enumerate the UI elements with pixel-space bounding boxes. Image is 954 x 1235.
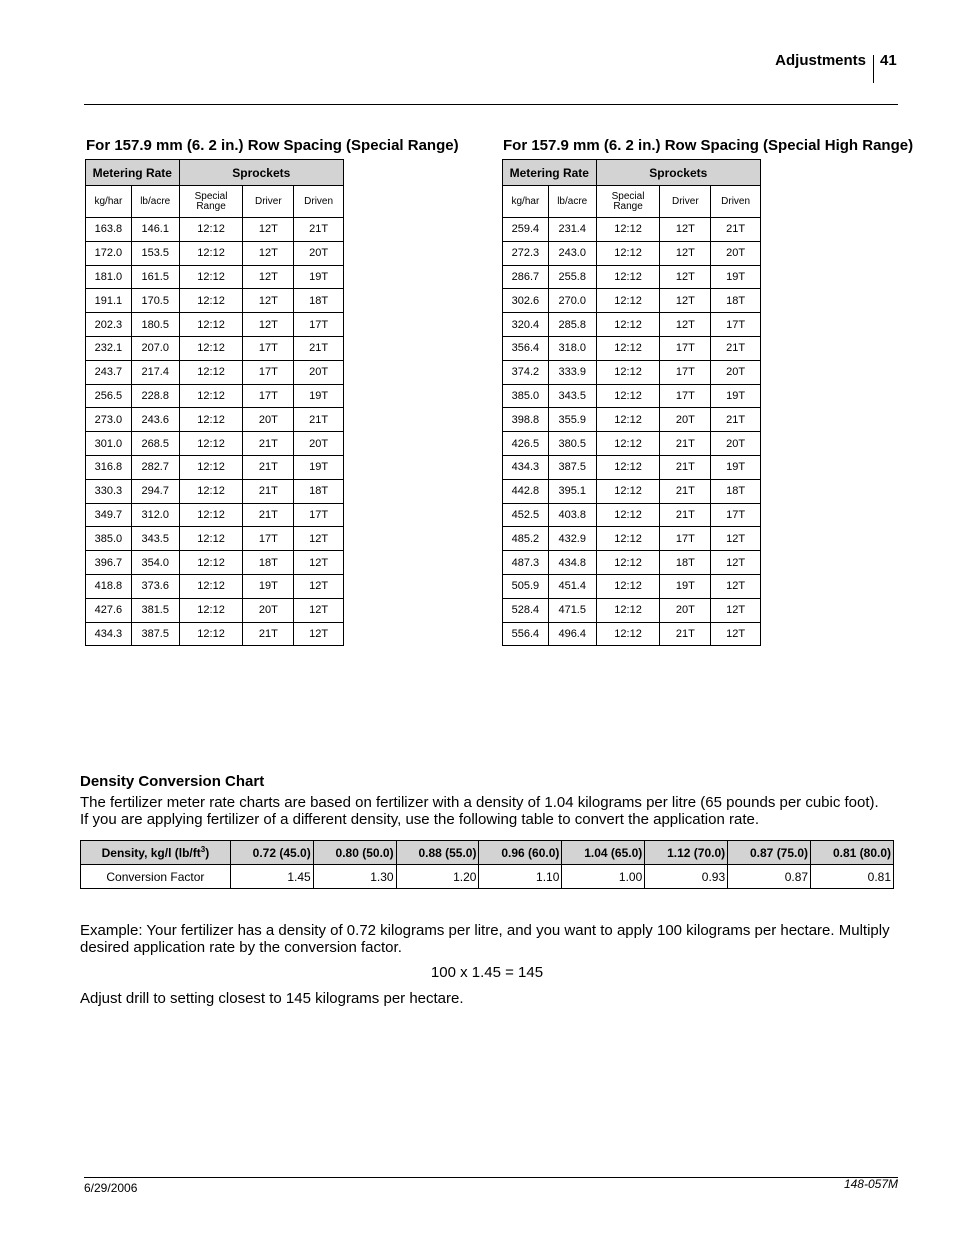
- driver-cell: 21T: [243, 503, 294, 527]
- driven-column-header: Driven: [294, 186, 344, 218]
- density-value-header: 0.88 (55.0): [396, 841, 479, 865]
- driver-cell: 21T: [660, 455, 711, 479]
- driven-cell: 20T: [294, 360, 344, 384]
- table-row: [86, 455, 344, 479]
- conversion-factor-value: 1.10: [479, 865, 562, 889]
- driven-cell: 17T: [294, 313, 344, 337]
- kg-ha-cell: 163.8: [86, 218, 132, 242]
- kg-ha-cell: 349.7: [86, 503, 132, 527]
- metering-rate-header: Metering Rate: [503, 160, 597, 186]
- lb-acre-cell: 318.0: [548, 336, 596, 360]
- kg-ha-column-header: kg/har: [503, 186, 549, 218]
- driven-cell: 19T: [294, 384, 344, 408]
- kg-ha-cell: 320.4: [503, 313, 549, 337]
- table-row: [86, 384, 344, 408]
- kg-ha-cell: 301.0: [86, 432, 132, 456]
- driven-cell: 12T: [711, 574, 761, 598]
- footer-doc-number: 148-057M: [843, 1177, 898, 1191]
- driver-column-header: Driver: [243, 186, 294, 218]
- kg-ha-cell: 181.0: [86, 265, 132, 289]
- driver-cell: 12T: [660, 241, 711, 265]
- special-range-cell: 12:12: [179, 408, 243, 432]
- driver-cell: 18T: [243, 551, 294, 575]
- density-intro-paragraph: [80, 794, 900, 828]
- table-row: [86, 503, 344, 527]
- table-row: [503, 622, 761, 646]
- driver-cell: 12T: [243, 241, 294, 265]
- driven-cell: 19T: [294, 265, 344, 289]
- table-row: [86, 360, 344, 384]
- special-range-cell: 12:12: [596, 551, 660, 575]
- special-range-cell: 12:12: [179, 527, 243, 551]
- table-row: [503, 313, 761, 337]
- kg-ha-cell: 396.7: [86, 551, 132, 575]
- footer-rule: [84, 1177, 898, 1178]
- special-range-cell: 12:12: [596, 289, 660, 313]
- special-range-cell: 12:12: [596, 432, 660, 456]
- special-range-cell: 12:12: [179, 241, 243, 265]
- lb-acre-cell: 294.7: [131, 479, 179, 503]
- kg-ha-cell: 442.8: [503, 479, 549, 503]
- table-row: [503, 479, 761, 503]
- driver-cell: 17T: [660, 384, 711, 408]
- table-row: [503, 574, 761, 598]
- special-range-cell: 12:12: [596, 265, 660, 289]
- conversion-factor-value: 1.20: [396, 865, 479, 889]
- kg-ha-cell: 485.2: [503, 527, 549, 551]
- driver-cell: 12T: [243, 265, 294, 289]
- table-row: [86, 574, 344, 598]
- driver-cell: 17T: [243, 384, 294, 408]
- table-row: [86, 313, 344, 337]
- footer-date: 6/29/2006: [84, 1181, 138, 1195]
- special-range-cell: 12:12: [179, 432, 243, 456]
- driven-cell: 12T: [294, 598, 344, 622]
- lb-acre-cell: 333.9: [548, 360, 596, 384]
- conversion-factor-value: 1.45: [230, 865, 313, 889]
- special-range-cell: 12:12: [179, 218, 243, 242]
- table-row: [503, 241, 761, 265]
- lb-acre-cell: 231.4: [548, 218, 596, 242]
- table-row: [503, 336, 761, 360]
- lb-acre-column-header: lb/acre: [131, 186, 179, 218]
- table-row: [503, 432, 761, 456]
- kg-ha-cell: 243.7: [86, 360, 132, 384]
- lb-acre-cell: 161.5: [131, 265, 179, 289]
- kg-ha-cell: 427.6: [86, 598, 132, 622]
- table-row: [503, 527, 761, 551]
- kg-ha-cell: 434.3: [86, 622, 132, 646]
- lb-acre-cell: 207.0: [131, 336, 179, 360]
- driven-cell: 19T: [711, 265, 761, 289]
- table-row: [503, 408, 761, 432]
- kg-ha-cell: 556.4: [503, 622, 549, 646]
- driven-cell: 21T: [711, 336, 761, 360]
- special-range-cell: 12:12: [179, 289, 243, 313]
- driver-cell: 12T: [660, 218, 711, 242]
- conversion-factor-value: 1.00: [562, 865, 645, 889]
- lb-acre-cell: 471.5: [548, 598, 596, 622]
- driven-cell: 21T: [711, 408, 761, 432]
- conversion-factor-value: 0.93: [645, 865, 728, 889]
- driven-cell: 19T: [711, 384, 761, 408]
- driven-cell: 20T: [294, 432, 344, 456]
- driver-cell: 12T: [660, 265, 711, 289]
- lb-acre-cell: 387.5: [548, 455, 596, 479]
- special-range-cell: 12:12: [179, 598, 243, 622]
- lb-acre-cell: 434.8: [548, 551, 596, 575]
- lb-acre-cell: 496.4: [548, 622, 596, 646]
- driver-cell: 20T: [660, 408, 711, 432]
- table-row: [86, 432, 344, 456]
- left-table-title: For 157.9 mm (6. 2 in.) Row Spacing (Special Range): [86, 137, 459, 154]
- special-range-cell: 12:12: [596, 527, 660, 551]
- driver-cell: 20T: [660, 598, 711, 622]
- table-row: [503, 384, 761, 408]
- density-conversion-table: [80, 840, 894, 889]
- driver-cell: 21T: [243, 479, 294, 503]
- conversion-factor-value: 1.30: [313, 865, 396, 889]
- special-range-cell: 12:12: [596, 360, 660, 384]
- kg-ha-cell: 356.4: [503, 336, 549, 360]
- driver-cell: 12T: [243, 313, 294, 337]
- kg-ha-cell: 232.1: [86, 336, 132, 360]
- kg-ha-cell: 172.0: [86, 241, 132, 265]
- kg-ha-cell: 286.7: [503, 265, 549, 289]
- special-range-cell: 12:12: [179, 360, 243, 384]
- conversion-factor-value: 0.87: [728, 865, 811, 889]
- table-row: [86, 551, 344, 575]
- special-range-cell: 12:12: [596, 503, 660, 527]
- header-rule: [84, 104, 898, 105]
- kg-ha-column-header: kg/har: [86, 186, 132, 218]
- driven-cell: 18T: [294, 479, 344, 503]
- driven-cell: 12T: [294, 622, 344, 646]
- driver-cell: 17T: [243, 336, 294, 360]
- special-range-cell: 12:12: [596, 622, 660, 646]
- conversion-factor-value: 0.81: [811, 865, 894, 889]
- left-metering-table: [85, 159, 344, 646]
- special-range-column-header: Special Range: [596, 186, 660, 218]
- right-metering-table: [502, 159, 761, 646]
- table-row: [503, 455, 761, 479]
- right-table-title: For 157.9 mm (6. 2 in.) Row Spacing (Special High Range): [503, 137, 914, 154]
- density-intro-line-2: If you are applying fertilizer of a different density, use the following table to convert the application rate.: [80, 811, 760, 828]
- lb-acre-cell: 270.0: [548, 289, 596, 313]
- special-range-column-header: Special Range: [179, 186, 243, 218]
- lb-acre-cell: 268.5: [131, 432, 179, 456]
- kg-ha-cell: 418.8: [86, 574, 132, 598]
- density-header-cell: Density, kg/l $(lb/ft^3)$: [81, 841, 231, 865]
- special-range-cell: 12:12: [596, 479, 660, 503]
- example-paragraph: Example: Your fertilizer has a density of 0.72 kilograms per litre, and you want to apply 100 kilograms per hectare. Multiply desired application rate by the conversion factor.: [80, 922, 890, 956]
- sprockets-header: Sprockets: [179, 160, 343, 186]
- table-row: [86, 622, 344, 646]
- density-value-header: 0.81 (80.0): [811, 841, 894, 865]
- driver-cell: 17T: [660, 336, 711, 360]
- kg-ha-cell: 202.3: [86, 313, 132, 337]
- density-value-header: 0.80 (50.0): [313, 841, 396, 865]
- kg-ha-cell: 273.0: [86, 408, 132, 432]
- kg-ha-cell: 272.3: [503, 241, 549, 265]
- density-value-header: 1.12 (70.0): [645, 841, 728, 865]
- driven-cell: 21T: [294, 336, 344, 360]
- special-range-cell: 12:12: [179, 313, 243, 337]
- driver-cell: 17T: [243, 360, 294, 384]
- table-row: [86, 527, 344, 551]
- driver-cell: 20T: [243, 408, 294, 432]
- special-range-cell: 12:12: [179, 265, 243, 289]
- driven-cell: 19T: [294, 455, 344, 479]
- driven-cell: 19T: [711, 455, 761, 479]
- driver-cell: 18T: [660, 551, 711, 575]
- lb-acre-cell: 373.6: [131, 574, 179, 598]
- special-range-cell: 12:12: [596, 455, 660, 479]
- header-separator: [873, 55, 874, 83]
- density-value-header: 0.96 (60.0): [479, 841, 562, 865]
- driver-column-header: Driver: [660, 186, 711, 218]
- table-row: [86, 218, 344, 242]
- driver-cell: 21T: [243, 432, 294, 456]
- lb-acre-cell: 343.5: [131, 527, 179, 551]
- kg-ha-cell: 259.4: [503, 218, 549, 242]
- driver-cell: 21T: [243, 622, 294, 646]
- table-row: [86, 598, 344, 622]
- table-row: [503, 503, 761, 527]
- kg-ha-cell: 385.0: [86, 527, 132, 551]
- driver-cell: 12T: [243, 289, 294, 313]
- kg-ha-cell: 385.0: [503, 384, 549, 408]
- kg-ha-cell: 505.9: [503, 574, 549, 598]
- driver-cell: 21T: [660, 479, 711, 503]
- driven-cell: 20T: [294, 241, 344, 265]
- lb-acre-cell: 243.6: [131, 408, 179, 432]
- driven-cell: 17T: [711, 503, 761, 527]
- driver-cell: 21T: [243, 455, 294, 479]
- table-row: [503, 265, 761, 289]
- page-number: 41: [880, 52, 897, 69]
- lb-acre-cell: 312.0: [131, 503, 179, 527]
- special-range-cell: 12:12: [596, 384, 660, 408]
- lb-acre-cell: 380.5: [548, 432, 596, 456]
- driven-cell: 12T: [711, 527, 761, 551]
- special-range-cell: 12:12: [179, 503, 243, 527]
- table-row: [503, 551, 761, 575]
- driver-cell: 19T: [243, 574, 294, 598]
- kg-ha-cell: 191.1: [86, 289, 132, 313]
- special-range-cell: 12:12: [179, 384, 243, 408]
- driver-cell: 17T: [243, 527, 294, 551]
- driver-cell: 12T: [243, 218, 294, 242]
- driven-cell: 18T: [711, 289, 761, 313]
- kg-ha-cell: 316.8: [86, 455, 132, 479]
- lb-acre-cell: 387.5: [131, 622, 179, 646]
- lb-acre-cell: 354.0: [131, 551, 179, 575]
- driven-cell: 17T: [294, 503, 344, 527]
- table-row: [86, 241, 344, 265]
- table-row: [503, 598, 761, 622]
- density-intro-line-1: The fertilizer meter rate charts are based on fertilizer with a density of 1.04 kilograms per litre (65 pounds per cubic foot).: [80, 794, 879, 811]
- driven-cell: 20T: [711, 432, 761, 456]
- kg-ha-cell: 452.5: [503, 503, 549, 527]
- special-range-cell: 12:12: [179, 479, 243, 503]
- driven-cell: 18T: [711, 479, 761, 503]
- kg-ha-cell: 398.8: [503, 408, 549, 432]
- special-range-cell: 12:12: [596, 241, 660, 265]
- kg-ha-cell: 256.5: [86, 384, 132, 408]
- driven-cell: 12T: [294, 527, 344, 551]
- lb-acre-cell: 282.7: [131, 455, 179, 479]
- kg-ha-cell: 302.6: [503, 289, 549, 313]
- metering-rate-header: Metering Rate: [86, 160, 180, 186]
- driven-cell: 21T: [294, 218, 344, 242]
- driven-cell: 12T: [711, 622, 761, 646]
- special-range-cell: 12:12: [596, 218, 660, 242]
- driver-cell: 19T: [660, 574, 711, 598]
- driven-cell: 12T: [294, 574, 344, 598]
- lb-acre-cell: 146.1: [131, 218, 179, 242]
- driver-cell: 21T: [660, 622, 711, 646]
- table-row: [86, 336, 344, 360]
- lb-acre-cell: 243.0: [548, 241, 596, 265]
- kg-ha-cell: 528.4: [503, 598, 549, 622]
- lb-acre-cell: 403.8: [548, 503, 596, 527]
- section-title: Adjustments: [775, 52, 866, 69]
- special-range-cell: 12:12: [179, 336, 243, 360]
- driver-cell: 12T: [660, 313, 711, 337]
- driver-cell: 21T: [660, 432, 711, 456]
- density-value-header: 1.04 (65.0): [562, 841, 645, 865]
- lb-acre-cell: 217.4: [131, 360, 179, 384]
- kg-ha-cell: 330.3: [86, 479, 132, 503]
- special-range-cell: 12:12: [596, 408, 660, 432]
- lb-acre-cell: 228.8: [131, 384, 179, 408]
- table-row: [86, 408, 344, 432]
- driven-column-header: Driven: [711, 186, 761, 218]
- closing-instruction: Adjust drill to setting closest to 145 kilograms per hectare.: [80, 990, 464, 1007]
- lb-acre-cell: 285.8: [548, 313, 596, 337]
- driven-cell: 12T: [711, 551, 761, 575]
- special-range-cell: 12:12: [596, 313, 660, 337]
- table-row: [86, 479, 344, 503]
- driven-cell: 18T: [294, 289, 344, 313]
- driven-cell: 12T: [711, 598, 761, 622]
- conversion-factor-label: Conversion Factor: [81, 865, 231, 889]
- special-range-cell: 12:12: [596, 574, 660, 598]
- table-row: [503, 218, 761, 242]
- kg-ha-cell: 434.3: [503, 455, 549, 479]
- lb-acre-cell: 432.9: [548, 527, 596, 551]
- lb-acre-cell: 153.5: [131, 241, 179, 265]
- special-range-cell: 12:12: [596, 336, 660, 360]
- driven-cell: 21T: [294, 408, 344, 432]
- lb-acre-cell: 451.4: [548, 574, 596, 598]
- driver-cell: 12T: [660, 289, 711, 313]
- lb-acre-cell: 381.5: [131, 598, 179, 622]
- lb-acre-column-header: lb/acre: [548, 186, 596, 218]
- driver-cell: 17T: [660, 360, 711, 384]
- lb-acre-cell: 395.1: [548, 479, 596, 503]
- driven-cell: 12T: [294, 551, 344, 575]
- lb-acre-cell: 170.5: [131, 289, 179, 313]
- special-range-cell: 12:12: [596, 598, 660, 622]
- table-row: [86, 265, 344, 289]
- driven-cell: 20T: [711, 360, 761, 384]
- kg-ha-cell: 426.5: [503, 432, 549, 456]
- kg-ha-cell: 374.2: [503, 360, 549, 384]
- lb-acre-cell: 180.5: [131, 313, 179, 337]
- special-range-cell: 12:12: [179, 574, 243, 598]
- special-range-cell: 12:12: [179, 622, 243, 646]
- example-equation: 100 x 1.45 = 145: [430, 964, 544, 981]
- table-row: [503, 289, 761, 313]
- driver-cell: 20T: [243, 598, 294, 622]
- special-range-cell: 12:12: [179, 551, 243, 575]
- driven-cell: 17T: [711, 313, 761, 337]
- kg-ha-cell: 487.3: [503, 551, 549, 575]
- lb-acre-cell: 355.9: [548, 408, 596, 432]
- density-chart-title: Density Conversion Chart: [80, 773, 265, 790]
- lb-acre-cell: 343.5: [548, 384, 596, 408]
- driver-cell: 17T: [660, 527, 711, 551]
- driven-cell: 21T: [711, 218, 761, 242]
- driver-cell: 21T: [660, 503, 711, 527]
- density-value-header: 0.87 (75.0): [728, 841, 811, 865]
- lb-acre-cell: 255.8: [548, 265, 596, 289]
- driven-cell: 20T: [711, 241, 761, 265]
- special-range-cell: 12:12: [179, 455, 243, 479]
- table-row: [86, 289, 344, 313]
- sprockets-header: Sprockets: [596, 160, 760, 186]
- density-value-header: 0.72 (45.0): [230, 841, 313, 865]
- table-row: [503, 360, 761, 384]
